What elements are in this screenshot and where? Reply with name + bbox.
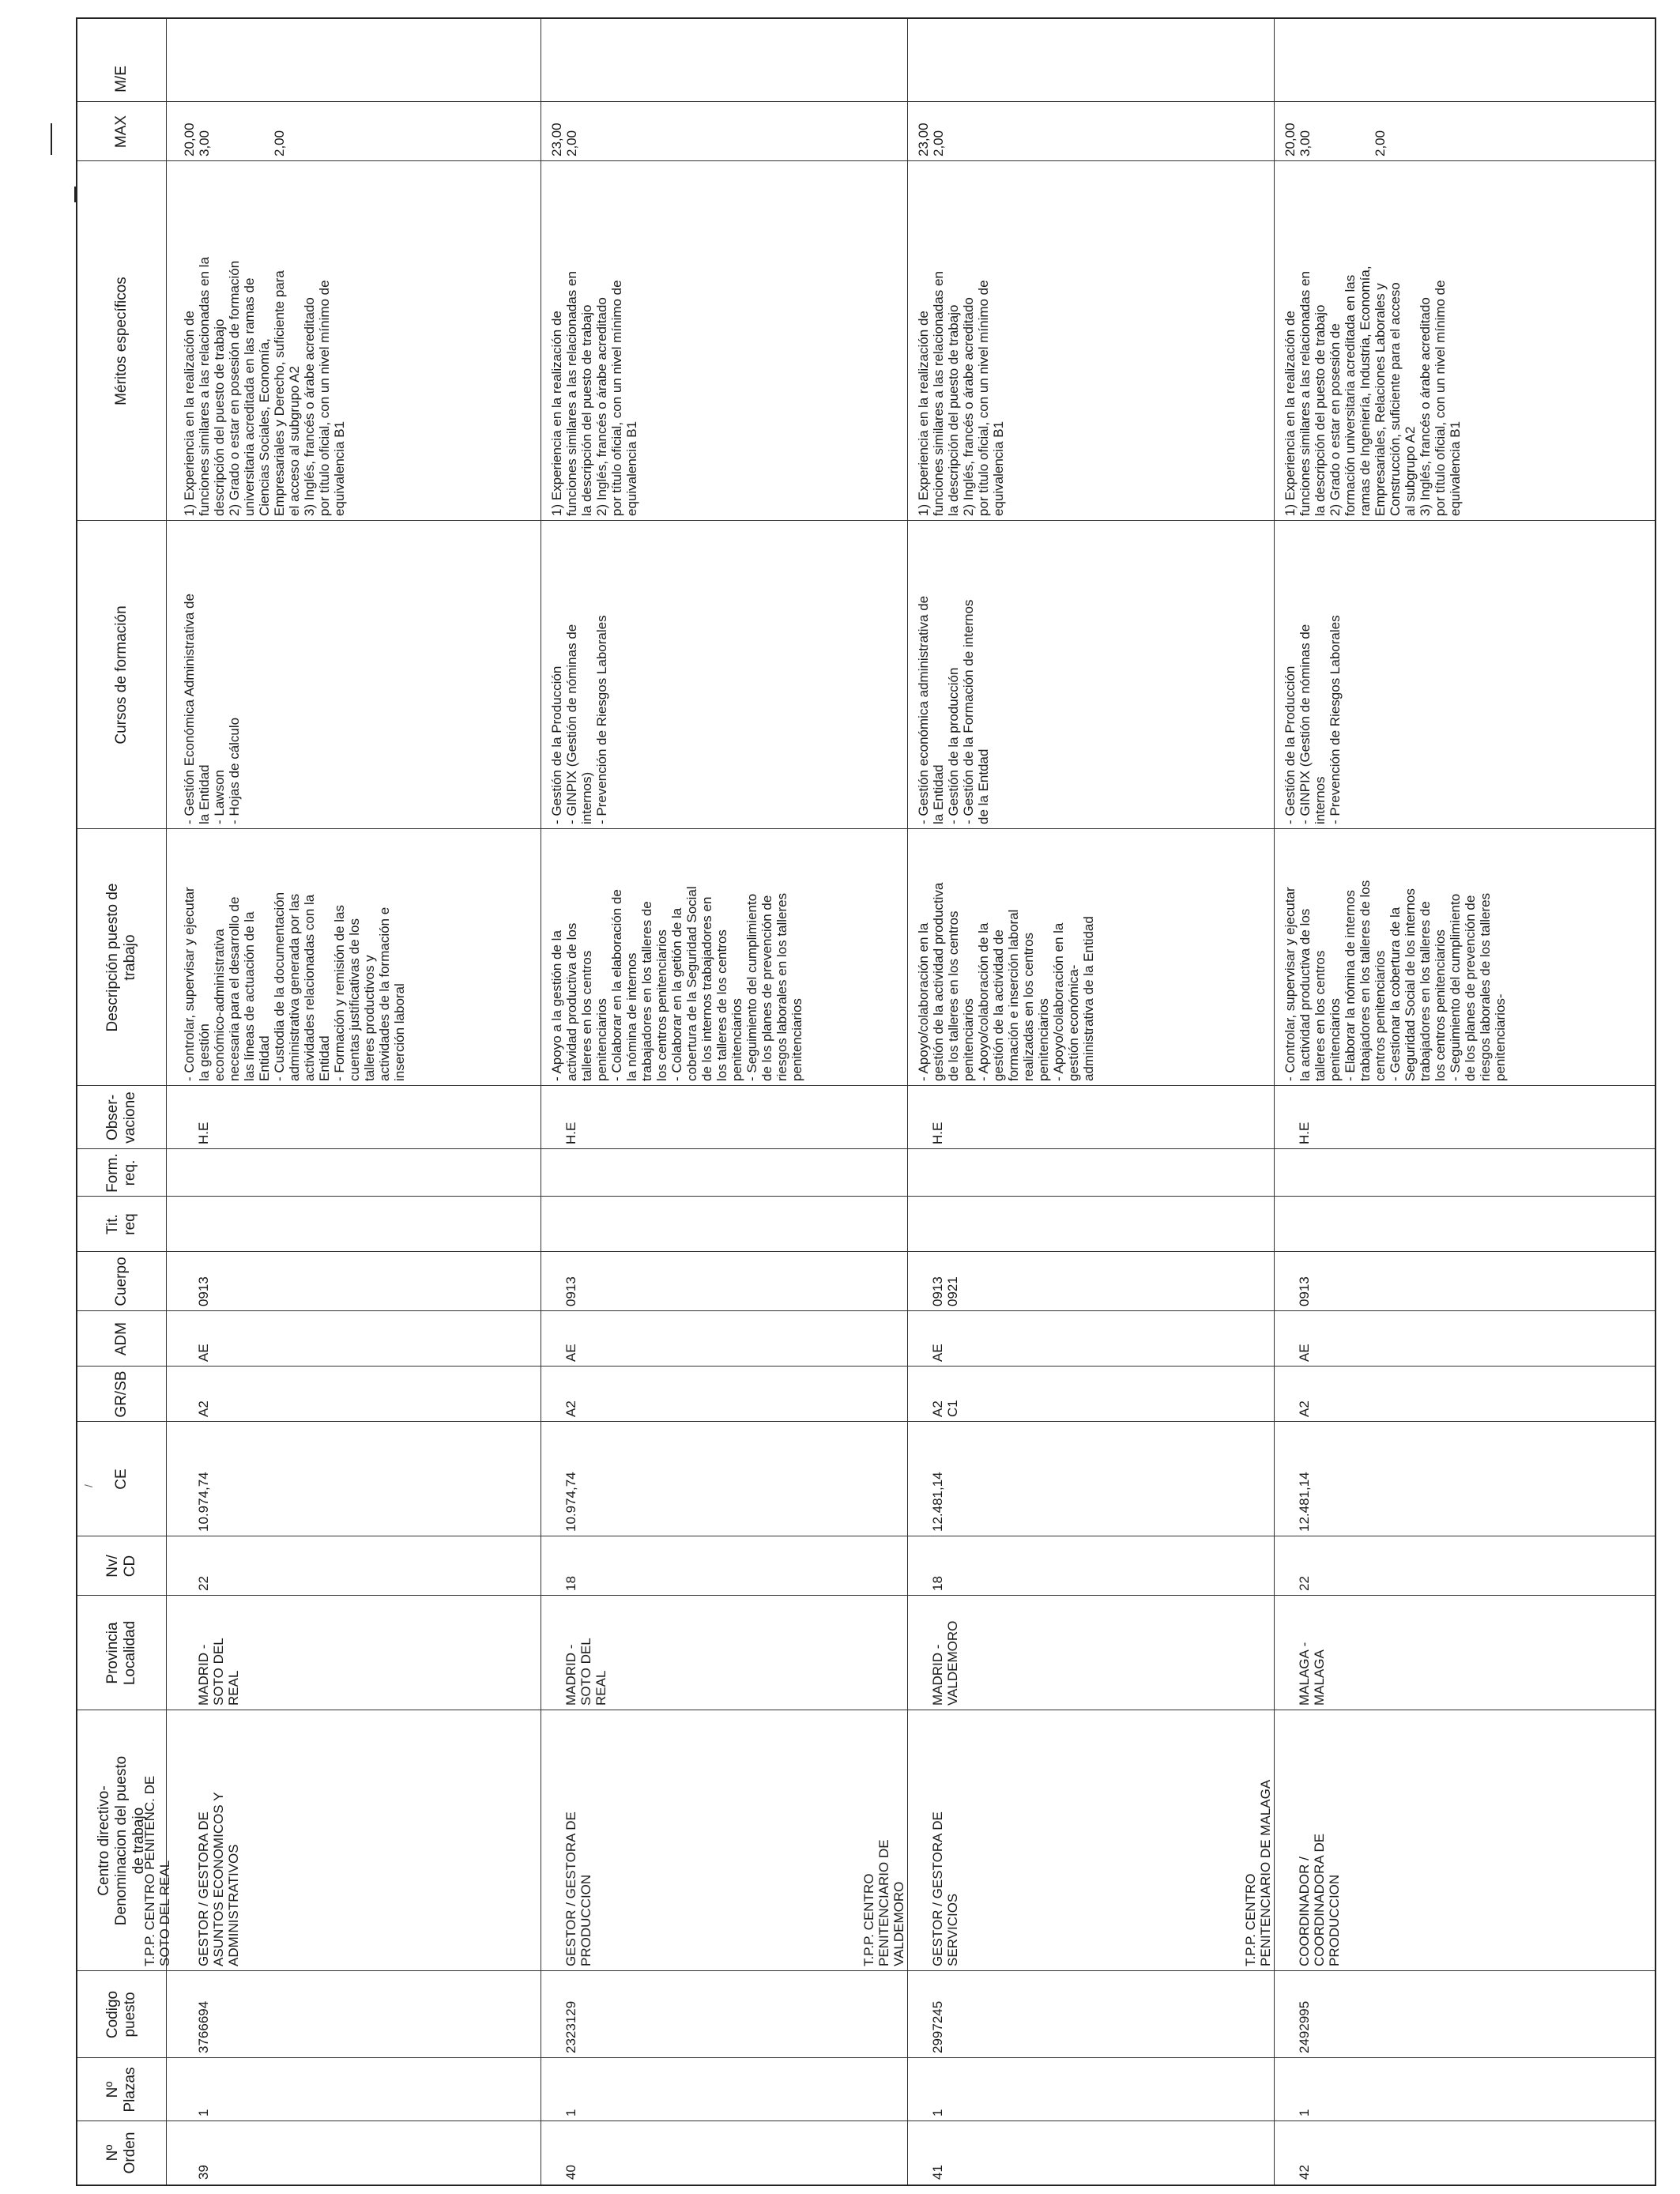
me-value [563, 61, 905, 97]
observaciones: H.E [196, 1122, 211, 1144]
complemento-especifico: 10.974,74 [196, 1472, 211, 1532]
cursos-formacion: - Gestión económica administrativa de la Entidad - Gestión de la producción - Gestión de la Formación de internos de la Entdad [916, 595, 991, 824]
cuerpo: 0913 [563, 1276, 578, 1306]
orden-number: 42 [1297, 2165, 1312, 2180]
me-value [1297, 61, 1638, 97]
administracion: AE [563, 1344, 578, 1362]
titulacion [930, 1201, 1271, 1247]
header-nivel: Nv/ CD [104, 1555, 138, 1578]
denominacion: GESTOR / GESTORA DE ASUNTOS ECONOMICOS Y ADMINISTRATIVOS [196, 1792, 241, 1966]
header-me: M/E [113, 66, 130, 92]
provincia: MADRID - VALDEMORO [930, 1620, 960, 1706]
codigo-puesto: 2323129 [563, 2000, 578, 2053]
observaciones: H.E [563, 1122, 578, 1144]
administracion: AE [930, 1344, 945, 1362]
cuerpo: 0913 [196, 1276, 211, 1306]
grupo-subgrupo: A2 C1 [930, 1400, 960, 1417]
header-plazas: Nº Plazas [104, 2067, 138, 2113]
cursos-formacion: - Gestión de la Producción - GINPIX (Gestión de nóminas de internos - Prevención de Riesgos Laborales [1283, 615, 1343, 824]
denominacion: GESTOR / GESTORA DE PRODUCCION [563, 1811, 593, 1966]
codigo-puesto: 3766694 [196, 2000, 211, 2053]
meritos-especificos: 1) Experiencia en la realización de funciones similares a las relacionadas en la descripción del puesto de trabajo 2) Inglés, francés o árabe acreditado por título oficial, con un nivel mínimo de equivalencia B1 [549, 271, 639, 516]
observaciones: H.E [1297, 1122, 1312, 1144]
header-grupo: GR/SB [113, 1370, 130, 1418]
nivel: 22 [196, 1576, 211, 1591]
header-descripcion: Descripción puesto de trabajo [104, 883, 138, 1032]
descripcion-puesto: - Controlar, supervisar y ejecutar la gestión económico-administrativa necesaria para el desarrollo de las líneas de actuación de la Entidad - Custodia de la documentación administrativa generada por las actividades relacionadas con la Entidad - Formación y remisión de las cuentas justificativas de los talleres productivos y actividades de la formación e inserción laboral [182, 887, 407, 1081]
puntuacion-max: 20,00 3,00 2,00 [1283, 123, 1388, 156]
centro-directivo-heading: T.P.P. CENTRO PENITENCIARIO DE MALAGA [1243, 1779, 1273, 1966]
descripcion-puesto: - Apoyo a la gestión de la actividad productiva de los talleres en los centros penitenciarios - Colaborar en la elaboración de la nómina de internos trabajadores en los talleres de los centros penitenciarios - Colaborar en la getión de la cobertura de la Seguridad Social de los internos trabajadores en los talleres de los centros penitenciarios - Seguimiento del cumplimiento de los planes de prevención de riesgos laborales en los talleres penitenciarios [549, 886, 804, 1081]
puntuacion-max: 20,00 3,00 2,00 [182, 123, 287, 156]
nivel: 22 [1297, 1576, 1312, 1591]
formacion [1297, 1154, 1638, 1192]
grupo-subgrupo: A2 [563, 1400, 578, 1417]
descripcion-puesto: - Controlar, supervisar y ejecutar la actividad productiva de los talleres en los centros penitenciarios - Elaborar la nómina de internos trabajadores en los talleres de los centros penitenciarios - Gestionar la cobertura de la Seguridad Social de los internos trabajadores en los talleres de los centros penitenciarios - Seguimiento del cumplimiento de los planes de prevención de riesgos laborales de los talleres penitenciarios- [1283, 880, 1508, 1081]
cuerpo: 0913 [1297, 1276, 1312, 1306]
orden-number: 39 [196, 2165, 211, 2180]
formacion [196, 1154, 537, 1192]
header-cuerpo: Cuerpo [113, 1257, 130, 1306]
page-top-rule [51, 123, 52, 155]
table-row [541, 19, 908, 2185]
administracion: AE [196, 1344, 211, 1362]
formacion [563, 1154, 905, 1192]
grupo-subgrupo: A2 [1297, 1400, 1312, 1417]
header-orden: Nº Orden [104, 2132, 138, 2174]
centro-directivo-heading: T.P.P. CENTRO PENITENCIARIO DE VALDEMORO [861, 1839, 906, 1966]
header-centro: Centro directivo- Denominacion del puesto de trabajo [96, 1755, 147, 1926]
codigo-puesto: 2997245 [930, 2000, 945, 2053]
table-row [861, 19, 1275, 2185]
grupo-subgrupo: A2 [196, 1400, 211, 1417]
meritos-especificos: 1) Experiencia en la realización de funciones similares a las relacionadas en la descripción del puesto de trabajo 2) Grado o estar en posesión de formación universitaria acreditada en las ramas de Ingeniería, Industria, Economía, Empresariales, Relaciones Laborales y Construcción, suficiente para el acceso al subgrupo A2 3) Inglés, francés o árabe acreditado por título oficial, con un nivel mínimo de equivalencia B1 [1283, 266, 1463, 516]
header-provincia: Provincia Localidad [104, 1620, 138, 1686]
me-value [930, 61, 1271, 97]
cuerpo: 0913 0921 [930, 1276, 960, 1306]
header-observ: Obser- vacione [104, 1091, 138, 1144]
table-row [1243, 19, 1641, 2185]
plazas-count: 1 [563, 2109, 578, 2117]
header-form: Form. req. [104, 1153, 138, 1193]
provincia: MADRID - SOTO DEL REAL [196, 1638, 241, 1706]
header-ce: CE [113, 1468, 130, 1490]
plazas-count: 1 [196, 2109, 211, 2117]
complemento-especifico: 12.481,14 [930, 1472, 945, 1532]
table-row [142, 19, 541, 2185]
titulacion [563, 1201, 905, 1247]
administracion: AE [1297, 1344, 1312, 1362]
observaciones: H.E [930, 1122, 945, 1144]
puntuacion-max: 23,00 2,00 [549, 123, 579, 156]
nivel: 18 [930, 1576, 945, 1591]
complemento-especifico: 12.481,14 [1297, 1472, 1312, 1532]
titulacion [196, 1201, 537, 1247]
codigo-puesto: 2492995 [1297, 2000, 1312, 2053]
header-cursos: Cursos de formación [113, 605, 130, 745]
centro-directivo-heading: T.P.P. CENTRO PENITENC. DE SOTO DEL REAL [142, 1775, 172, 1966]
meritos-especificos: 1) Experiencia en la realización de funciones similares a las relacionadas en la descripción del puesto de trabajo 2) Inglés, francés o árabe acreditado por título oficial, con un nivel mínimo de equivalencia B1 [916, 271, 1006, 516]
header-codigo: Codigo puesto [104, 1990, 138, 2039]
plazas-count: 1 [1297, 2109, 1312, 2117]
titulacion [1297, 1201, 1638, 1247]
provincia: MADRID - SOTO DEL REAL [563, 1638, 608, 1706]
orden-number: 40 [563, 2165, 578, 2180]
provincia: MALAGA - MALAGA [1297, 1642, 1327, 1706]
header-tit: Tit. req [104, 1213, 138, 1235]
cursos-formacion: - Gestión de la Producción - GINPIX (Gestión de nóminas de internos) - Prevención de Riesgos Laborales [549, 615, 609, 824]
complemento-especifico: 10.974,74 [563, 1472, 578, 1532]
staffing-table [76, 17, 1656, 2186]
descripcion-puesto: - Apoyo/colaboración en la gestión de la actividad productiva de los talleres en los centros penitenciarios - Apoyo/colaboración de la gestión de la actividad de formación e inserción laboral realizadas en los centros penitenciarios - Apoyo/colaboración en la gestión económica- administrativa de la Entidad [916, 882, 1096, 1081]
denominacion: GESTOR / GESTORA DE SERVICIOS [930, 1811, 960, 1966]
scan-mark: / [82, 1484, 95, 1487]
header-adm: ADM [113, 1321, 130, 1356]
me-value [196, 61, 537, 97]
cursos-formacion: - Gestión Económica Administrativa de la Entidad - Lawson - Hojas de cálculo [182, 594, 242, 824]
formacion [930, 1154, 1271, 1192]
header-meritos: Méritos específicos [113, 277, 130, 405]
orden-number: 41 [930, 2165, 945, 2180]
nivel: 18 [563, 1576, 578, 1591]
denominacion: COORDINADOR / COORDINADORA DE PRODUCCION [1297, 1833, 1342, 1966]
meritos-especificos: 1) Experiencia en la realización de funciones similares a las relacionadas en la descripción del puesto de trabajo 2) Grado o estar en posesión de formación universitaria acreditada en las ramas de Ciencias Sociales, Economía, Empresariales y Derecho, suficiente para el acceso al subgrupo A2 3) Inglés, francés o árabe acreditado por título oficial, con un nivel mínimo de equivalencia B1 [182, 257, 347, 516]
puntuacion-max: 23,00 2,00 [916, 123, 946, 156]
plazas-count: 1 [930, 2109, 945, 2117]
header-max: MAX [113, 115, 130, 149]
